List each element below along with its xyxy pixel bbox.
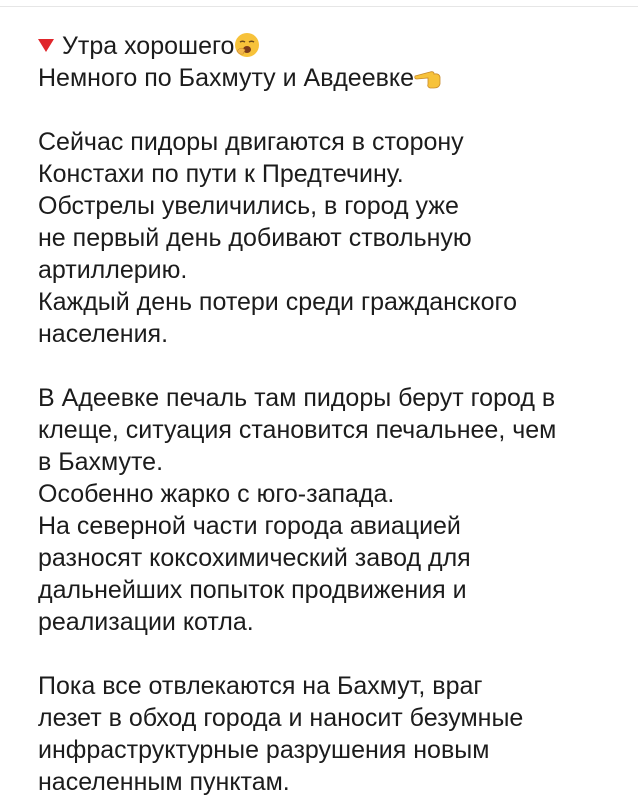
text-line: Констахи по пути к Предтечину. — [38, 160, 404, 188]
text-line: Пока все отвлекаются на Бахмут, враг — [38, 672, 483, 700]
paragraph-gap — [38, 638, 618, 670]
top-divider — [0, 0, 638, 7]
paragraph-2 — [38, 382, 618, 638]
paragraph-3 — [38, 670, 618, 798]
paragraph-1 — [38, 126, 618, 350]
text-line: клеще, ситуация становится печальнее, чем — [38, 416, 557, 444]
text-line: реализации котла. — [38, 608, 254, 636]
text-line: Сейчас пидоры двигаются в сторону — [38, 128, 464, 156]
header-line-2 — [38, 62, 618, 94]
text-line: не первый день добивают ствольную — [38, 224, 472, 252]
paragraph-gap — [38, 94, 618, 126]
text-line: Каждый день потери среди гражданского — [38, 288, 518, 316]
subtitle-text: Немного по Бахмуту и Авдеевке — [38, 64, 415, 92]
yawning-face-icon — [234, 32, 260, 66]
text-line: населения. — [38, 320, 169, 348]
message-body — [38, 30, 618, 798]
text-line: инфраструктурные разрушения новым — [38, 736, 490, 764]
text-line: в Бахмуте. — [38, 448, 164, 476]
red-down-triangle-icon — [38, 39, 54, 52]
text-line: В Адеевке печаль там пидоры берут город в — [38, 384, 556, 412]
text-line: населенным пунктам. — [38, 768, 290, 796]
text-line: разносят коксохимический завод для — [38, 544, 471, 572]
pointing-hand-icon — [414, 66, 444, 98]
text-line: Особенно жарко с юго-запада. — [38, 480, 395, 508]
text-line: На северной части города авиацией — [38, 512, 461, 540]
text-line: Обстрелы увеличились, в город уже — [38, 192, 459, 220]
header-line-1 — [38, 30, 618, 62]
text-line: дальнейших попыток продвижения и — [38, 576, 467, 604]
text-line: артиллерию. — [38, 256, 188, 284]
paragraph-gap — [38, 350, 618, 382]
greeting-text: Утра хорошего — [62, 32, 235, 60]
text-line: лезет в обход города и наносит безумные — [38, 704, 524, 732]
